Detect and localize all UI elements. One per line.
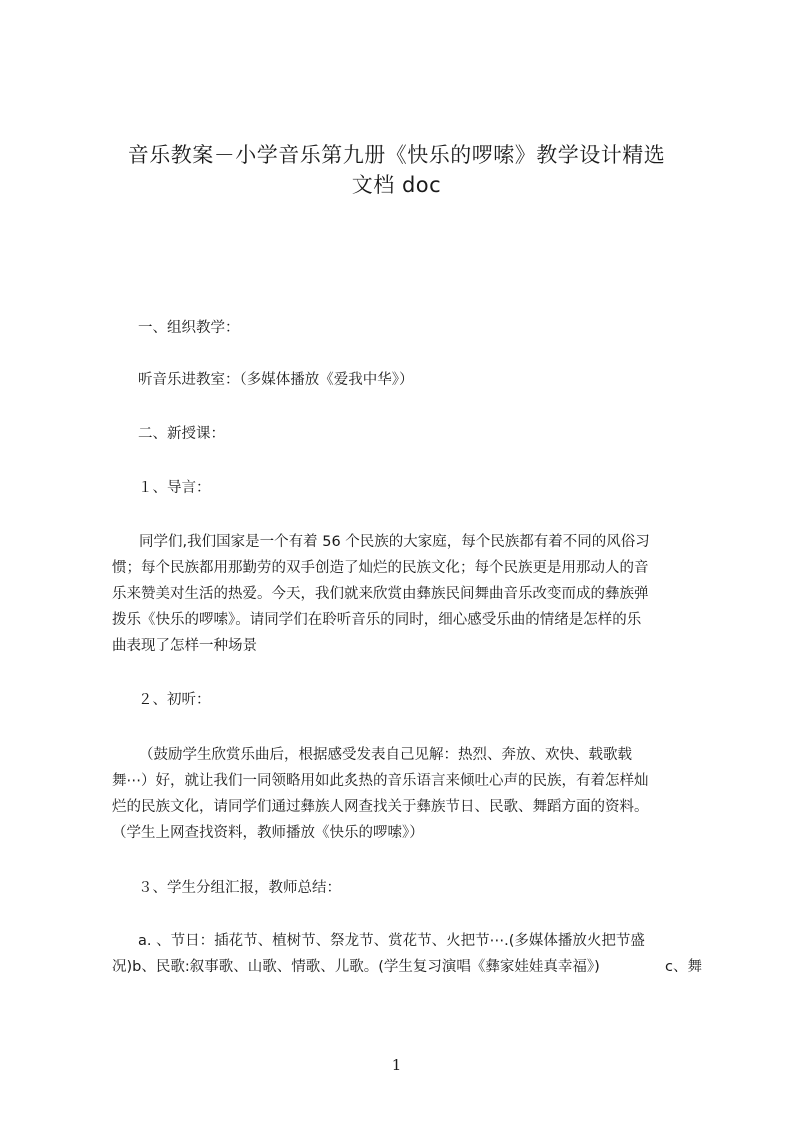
listen-line: （学生上网查找资料，教师播放《快乐的啰嗦》） <box>112 825 424 841</box>
report-line-festivals: a. 、节日：插花节、植树节、祭龙节、赏花节、火把节⋯.(多媒体播放火把节盛 <box>138 933 645 949</box>
page-number: 1 <box>391 1056 402 1074</box>
intro-line: 曲表现了怎样一种场景 <box>112 638 257 654</box>
report-line-dance-start: c、舞 <box>665 959 702 975</box>
report-line-folk-songs: 况)b、民歌:叙事歌、山歌、情歌、儿歌。(学生复习演唱《彝家娃娃真幸福》) <box>112 959 600 975</box>
first-listen-paragraph <box>112 742 712 846</box>
subheading-first-listen: ２、初听： <box>138 692 211 708</box>
listen-line: 舞⋯）好，就让我们一同领略用如此炙热的音乐语言来倾吐心声的民族，有着怎样灿 <box>112 773 649 789</box>
intro-line: 乐来赞美对生活的热爱。今天，我们就来欣赏由彝族民间舞曲音乐改变而成的彝族弹 <box>112 586 649 602</box>
subheading-introduction: １、导言： <box>138 480 211 496</box>
subheading-group-report: ３、学生分组汇报，教师总结： <box>138 880 341 896</box>
enter-classroom-text: 听音乐进教室：（多媒体播放《爱我中华》） <box>138 372 414 388</box>
title-line-1: 音乐教案－小学音乐第九册《快乐的啰嗦》教学设计精选 <box>127 143 666 167</box>
listen-line: 烂的民族文化，请同学们通过彝族人网查找关于彝族节日、民歌、舞蹈方面的资料。 <box>112 799 649 815</box>
intro-line: 同学们,我们国家是一个有着 56 个民族的大家庭，每个民族都有着不同的风俗习 <box>139 534 650 550</box>
title-line-2: 文档 doc <box>351 173 442 197</box>
section-heading-new-lesson: 二、新授课： <box>138 426 225 442</box>
intro-line: 拨乐《快乐的啰嗦》。请同学们在聆听音乐的同时，细心感受乐曲的情绪是怎样的乐 <box>112 612 642 628</box>
listen-line: （鼓励学生欣赏乐曲后，根据感受发表自己见解：热烈、奔放、欢快、载歌载 <box>139 747 632 763</box>
document-title <box>60 140 733 200</box>
section-heading-organize: 一、组织教学： <box>138 320 240 336</box>
intro-line: 惯；每个民族都用那勤劳的双手创造了灿烂的民族文化；每个民族更是用那动人的音 <box>112 560 649 576</box>
introduction-paragraph <box>112 529 712 659</box>
